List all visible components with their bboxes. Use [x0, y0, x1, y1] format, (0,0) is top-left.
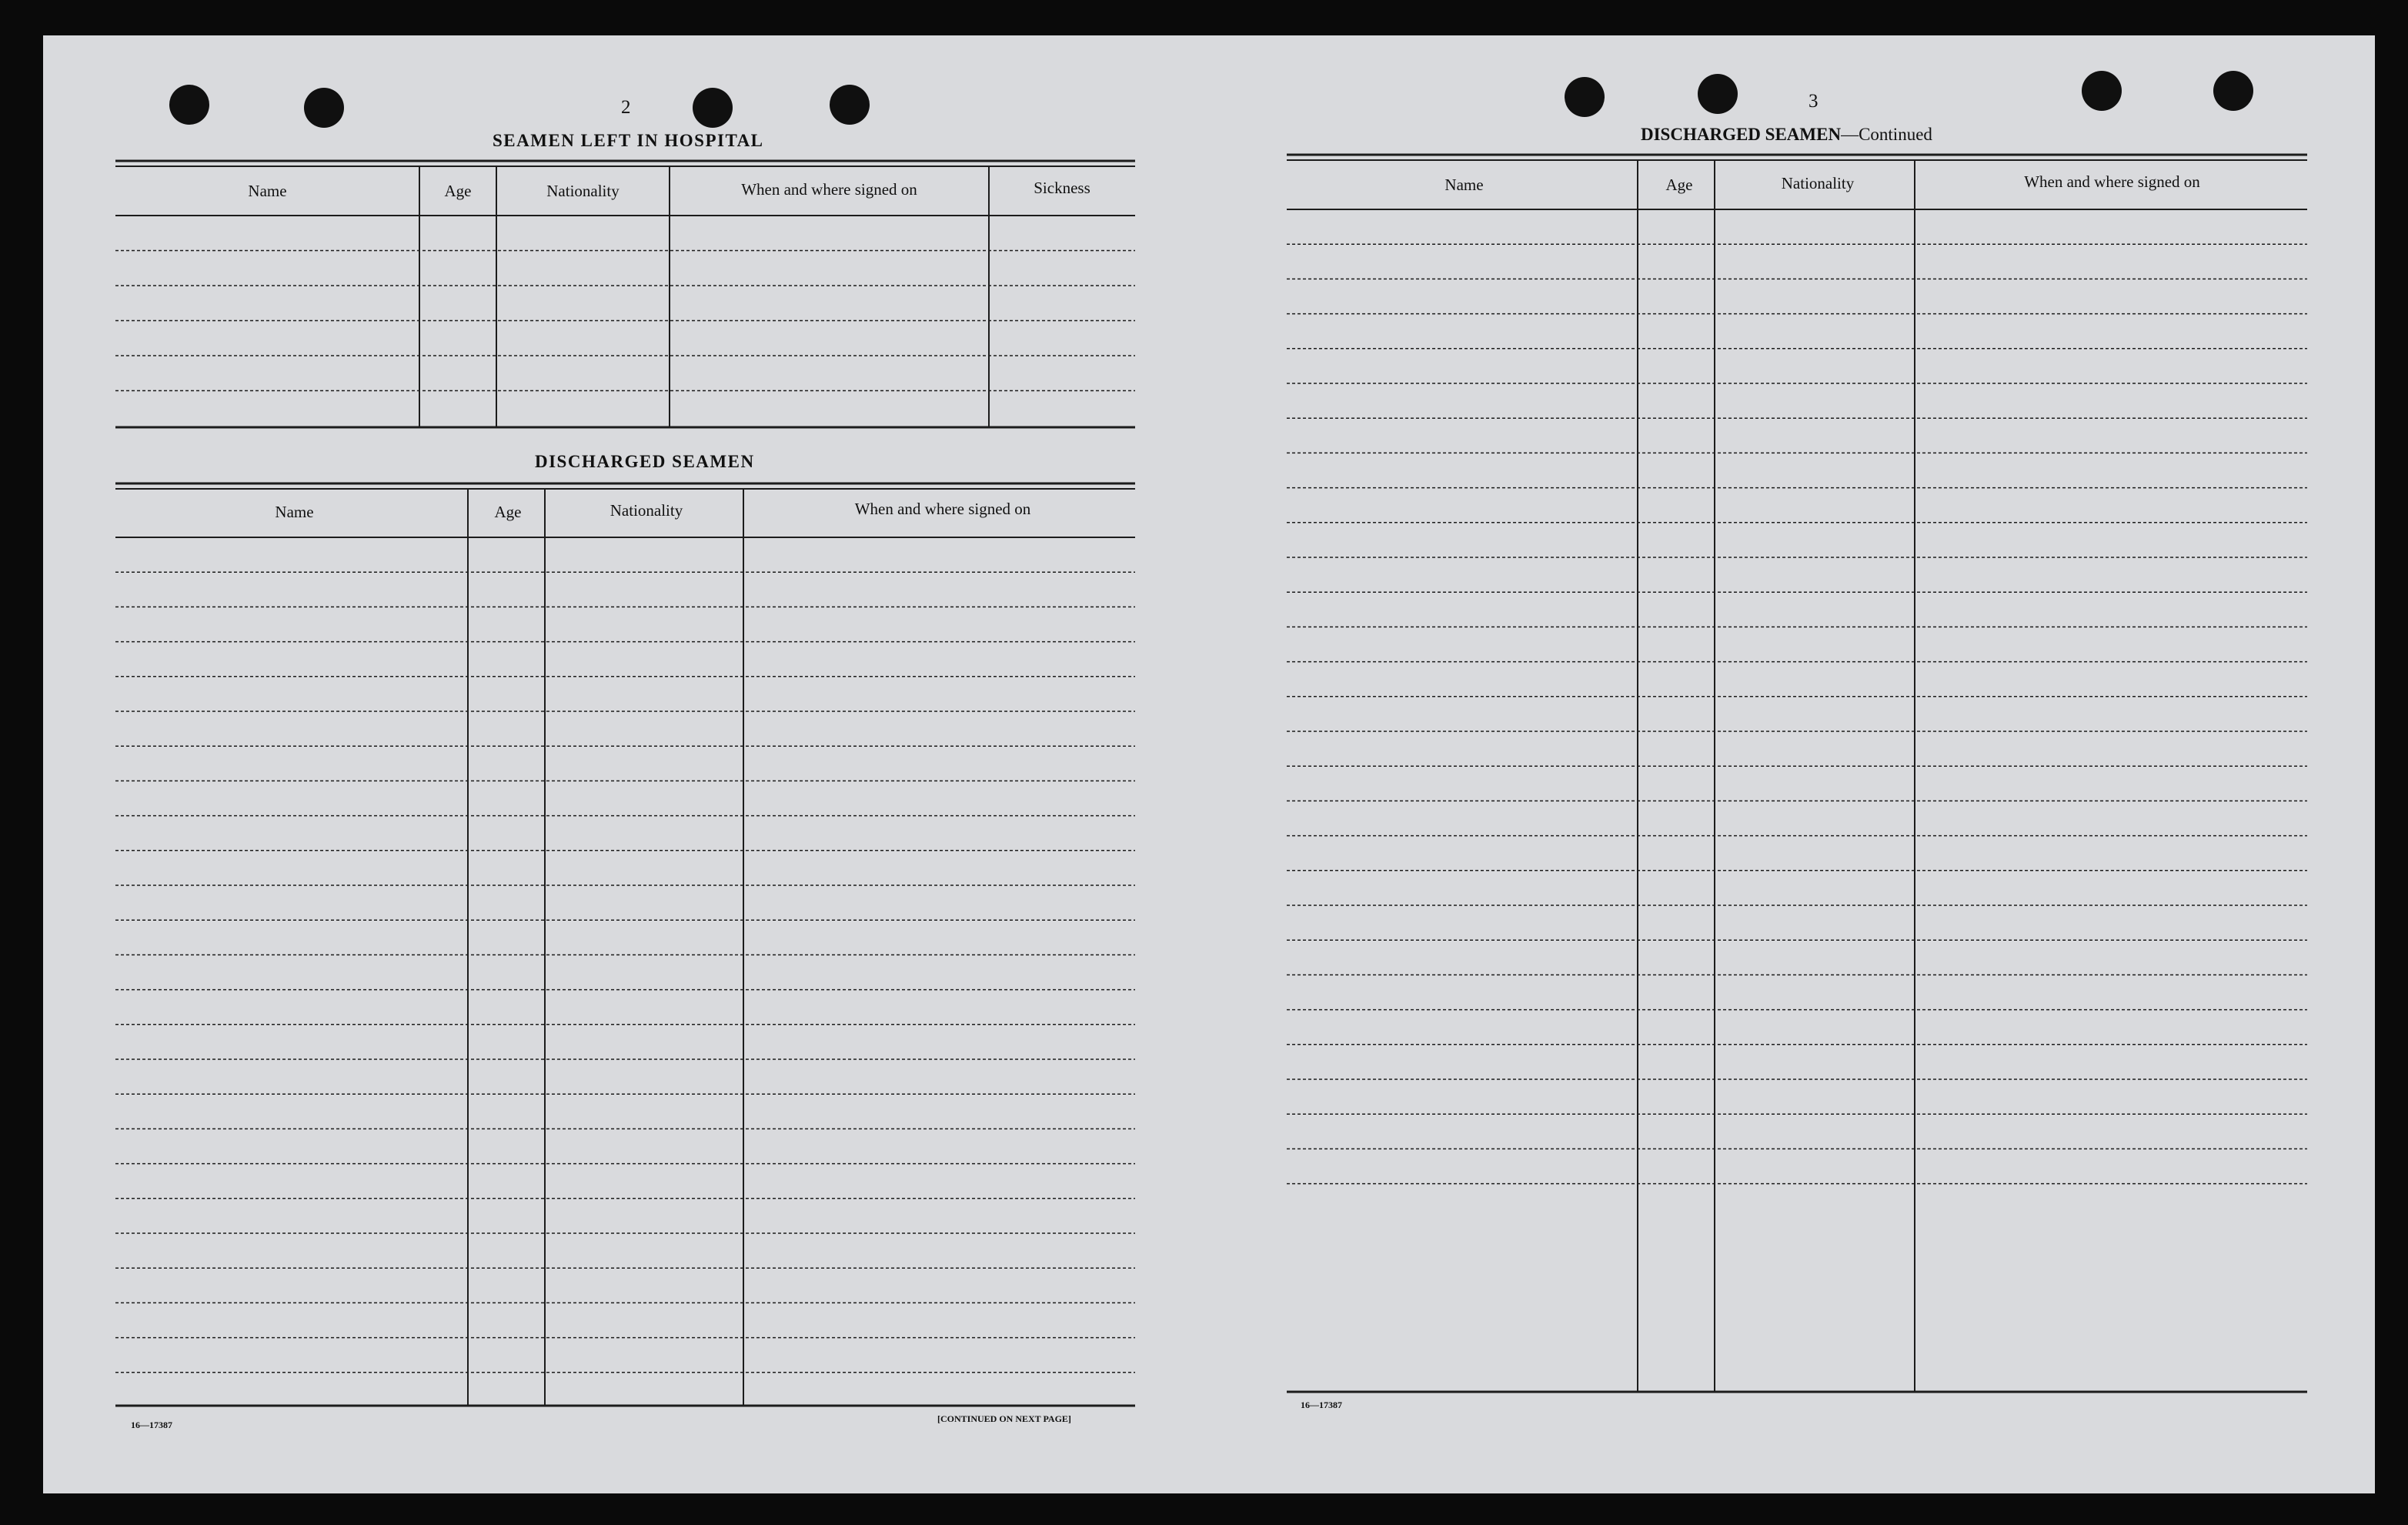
- form-number-right: 16—17387: [1301, 1400, 1342, 1410]
- discharged-continued-title-main: DISCHARGED SEAMEN: [1641, 125, 1842, 144]
- continued-col-nationality: Nationality: [1781, 174, 1855, 192]
- discharged-col-age: Age: [494, 503, 522, 521]
- continued-note: [CONTINUED ON NEXT PAGE]: [937, 1413, 1071, 1424]
- hospital-col-sickness: Sickness: [1034, 179, 1090, 197]
- hospital-col-signed-on: When and where signed on: [741, 180, 917, 199]
- discharged-continued-title-suffix: —Continued: [1841, 125, 1932, 144]
- page-number-left: 2: [621, 97, 631, 118]
- page-number-right: 3: [1809, 91, 1819, 112]
- discharged-col-name: Name: [275, 503, 314, 521]
- continued-col-signed-on: When and where signed on: [2024, 172, 2200, 191]
- continued-col-age: Age: [1665, 176, 1693, 194]
- discharged-col-signed-on: When and where signed on: [854, 500, 1031, 518]
- hospital-section-title: SEAMEN LEFT IN HOSPITAL: [493, 131, 764, 150]
- discharged-continued-title: [1641, 125, 1932, 145]
- discharged-section-title: DISCHARGED SEAMEN: [535, 452, 755, 471]
- discharged-col-nationality: Nationality: [610, 501, 683, 520]
- hospital-col-name: Name: [248, 182, 287, 200]
- hospital-col-age: Age: [444, 182, 472, 200]
- form-number-left: 16—17387: [131, 1420, 172, 1430]
- hospital-col-nationality: Nationality: [546, 182, 620, 200]
- continued-col-name: Name: [1444, 176, 1484, 194]
